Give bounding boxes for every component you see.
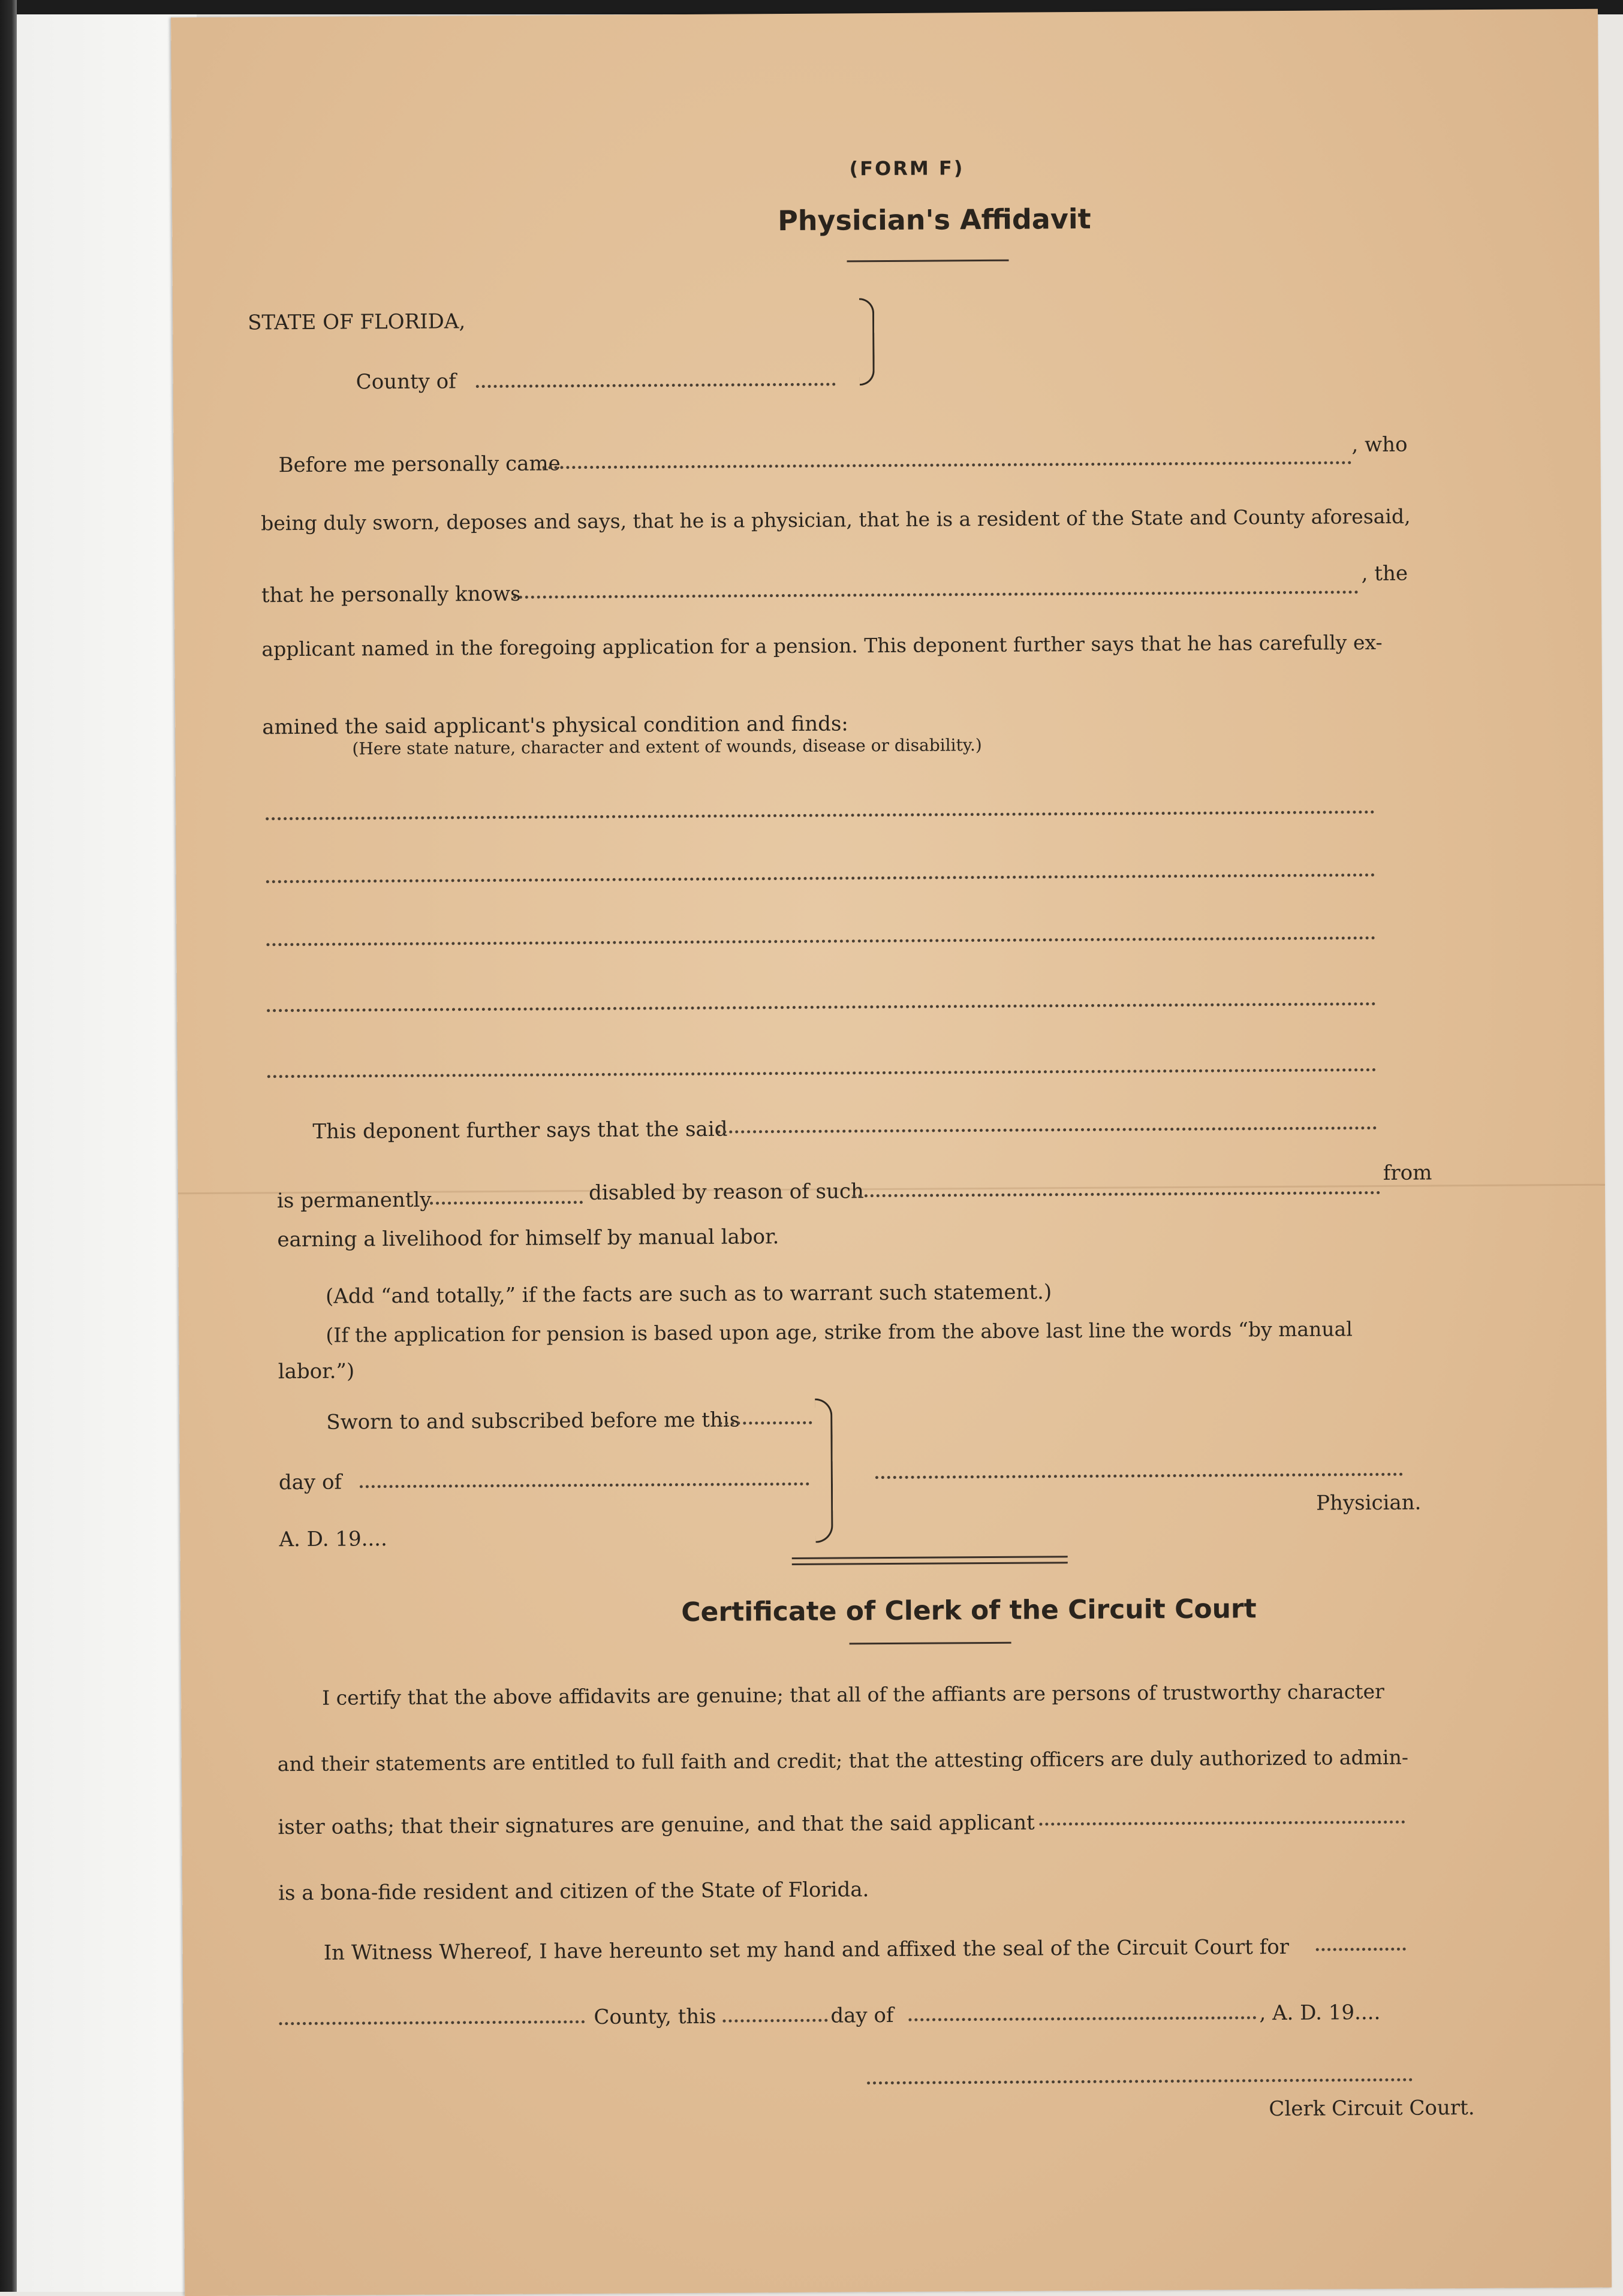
certificate-ad-label: , A. D. 19.... [1259, 2000, 1381, 2026]
scan-left-edge [0, 0, 17, 2292]
certificate-title-rule [850, 1642, 1011, 1645]
certificate-line-4: is a bona-fide resident and citizen of the State of Florida. [278, 1878, 869, 1906]
deponent-further-label: This deponent further says that the said [312, 1117, 728, 1144]
findings-line-5[interactable] [267, 1068, 1377, 1078]
labor-note: labor.”) [278, 1359, 355, 1384]
sworn-label: Sworn to and subscribed before me this [326, 1408, 740, 1435]
circuit-court-field[interactable] [1316, 1948, 1406, 1951]
county-this-label: County, this [594, 2004, 716, 2030]
findings-line-1[interactable] [266, 810, 1375, 820]
form-label: (FORM F) [849, 156, 965, 180]
certificate-title: Certificate of Clerk of the Circuit Court [681, 1593, 1257, 1628]
examined-text: amined the said applicant's physical condition and finds: [262, 712, 848, 740]
section-divider-bottom [792, 1562, 1068, 1565]
certificate-line-1: I certify that the above affidavits are genuine; that all of the affiants are persons of trustworthy character [322, 1679, 1384, 1710]
findings-line-3[interactable] [266, 936, 1375, 946]
before-me-label: Before me personally came [278, 451, 561, 478]
sworn-brace [815, 1399, 833, 1543]
state-label: STATE OF FLORIDA, [248, 309, 466, 335]
certificate-month-field[interactable] [908, 2016, 1256, 2021]
certificate-line-2: and their statements are entitled to full faith and credit; that the attesting officers are duly authorized to admin- [277, 1745, 1409, 1776]
the-label: , the [1361, 561, 1408, 586]
said-field[interactable] [717, 1126, 1377, 1134]
applicant-named-text: applicant named in the foregoing application for a pension. This deponent further says that he has carefully ex- [261, 630, 1383, 661]
clerk-label: Clerk Circuit Court. [1269, 2096, 1475, 2122]
age-strike-note: (If the application for pension is based upon age, strike from the above last line the words “by manual [326, 1317, 1353, 1347]
from-label: from [1383, 1161, 1432, 1185]
findings-line-4[interactable] [267, 1002, 1376, 1012]
permanently-field[interactable] [430, 1201, 583, 1205]
certificate-line-3: ister oaths; that their signatures are genuine, and that the said applicant [278, 1810, 1035, 1840]
physician-signature-field[interactable] [875, 1473, 1403, 1479]
instruction-nature: (Here state nature, character and extent of wounds, disease or disability.) [352, 735, 982, 759]
bleed-through-handwriting: ​ [291, 185, 293, 236]
certified-applicant-field[interactable] [1039, 1821, 1405, 1826]
section-divider-top [792, 1556, 1068, 1559]
deponent-name-field[interactable] [543, 461, 1352, 469]
sworn-day-field[interactable] [719, 1421, 812, 1425]
county-field[interactable] [476, 383, 836, 388]
day-of-label: day of [278, 1470, 342, 1495]
certificate-day-field[interactable] [722, 2019, 827, 2023]
personally-knows-label: that he personally knows [261, 581, 521, 608]
ad-label: A. D. 19.... [279, 1527, 387, 1552]
applicant-name-field[interactable] [513, 590, 1359, 599]
who-label: , who [1351, 432, 1408, 457]
physician-label: Physician. [1316, 1490, 1422, 1515]
title-rule [847, 260, 1009, 263]
affidavit-page [171, 9, 1612, 2296]
witness-text: In Witness Whereof, I have hereunto set my hand and affixed the seal of the Circuit Court for [323, 1935, 1290, 1965]
add-totally-note: (Add “and totally,” if the facts are such as to warrant such statement.) [325, 1280, 1052, 1309]
findings-line-2[interactable] [266, 873, 1375, 883]
permanently-label: is permanently [276, 1188, 432, 1213]
state-county-brace [859, 298, 875, 385]
page-title: Physician's Affidavit [777, 202, 1091, 237]
certificate-day-of-label: day of [830, 2003, 894, 2028]
county-label: County of [356, 369, 456, 394]
clerk-signature-field[interactable] [867, 2078, 1413, 2085]
disability-reason-field[interactable] [853, 1191, 1380, 1197]
earning-text: earning a livelihood for himself by manual labor. [277, 1225, 779, 1252]
disabled-by-label: disabled by reason of such [588, 1179, 865, 1206]
duly-sworn-text: being duly sworn, deposes and says, that he is a physician, that he is a resident of the State and County aforesaid, [261, 504, 1411, 535]
scan-background [17, 14, 197, 2292]
certificate-county-field[interactable] [279, 2020, 585, 2025]
month-field[interactable] [360, 1483, 809, 1489]
